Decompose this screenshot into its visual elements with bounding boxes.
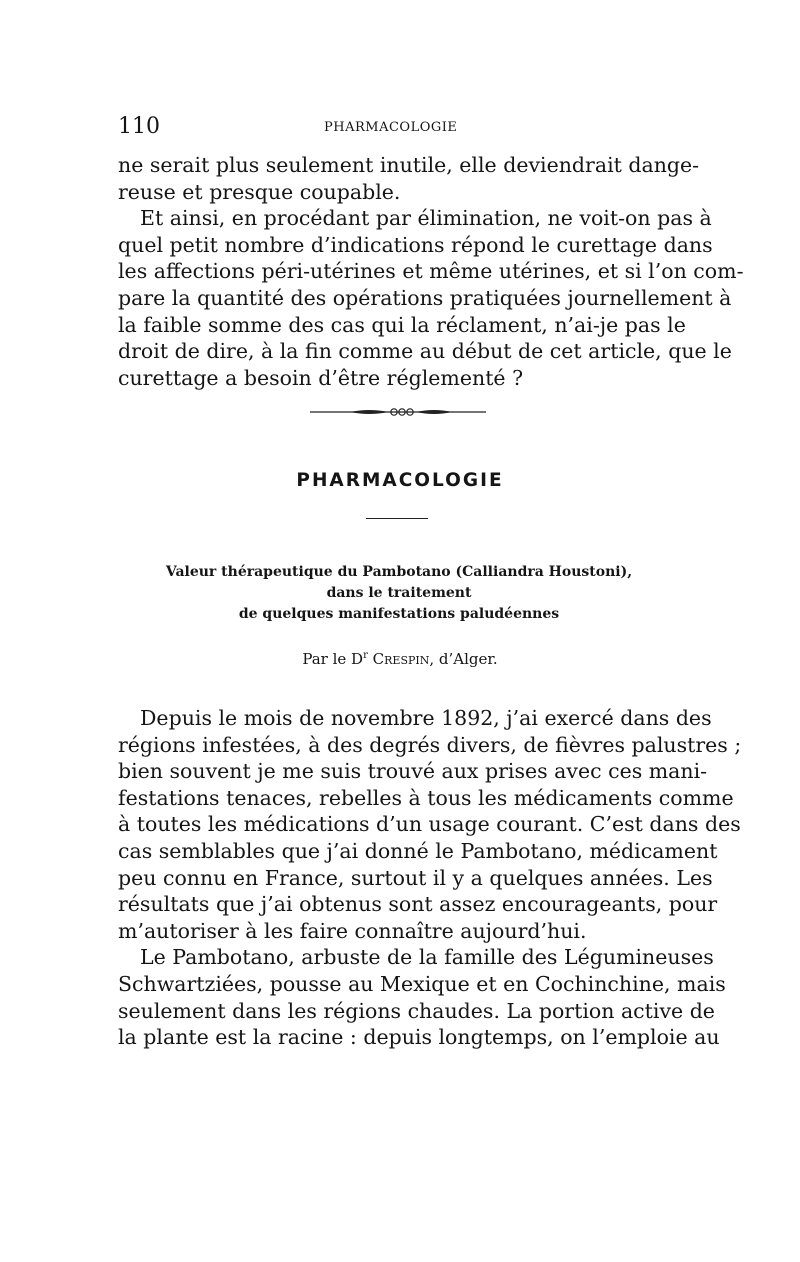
author-byline: [0, 650, 800, 668]
article-title: [118, 562, 680, 625]
author-name: Crespin: [372, 650, 430, 668]
page-number: 110: [118, 114, 160, 139]
ornamental-divider: [310, 404, 486, 420]
article-body: [118, 705, 742, 1051]
text-line: cas semblables que j’ai donné le Pambotano, médicament: [118, 838, 718, 863]
text-line: résultats que j’ai obtenus sont assez encourageants, pour: [118, 892, 718, 917]
text-line: ne serait plus seulement inutile, elle deviendrait dange-: [118, 153, 700, 177]
text-line: m’autoriser à les faire connaître aujourd’hui.: [118, 918, 587, 943]
article-title-line: dans le traitement: [326, 585, 472, 601]
text-line: droit de dire, à la fin comme au début de cet article, que le: [118, 339, 732, 364]
text-line: seulement dans les régions chaudes. La portion active de: [118, 998, 715, 1023]
text-line: régions infestées, à des degrés divers, de fièvres palustres ;: [118, 732, 742, 757]
running-head: PHARMACOLOGIE: [324, 120, 458, 135]
text-line: Schwartziées, pousse au Mexique et en Cochinchine, mais: [118, 971, 726, 996]
title-rule: [366, 518, 428, 519]
article-title-line: de quelques manifestations paludéennes: [238, 606, 560, 622]
byline-superscript: r: [363, 650, 368, 661]
byline-prefix: Par le D: [302, 650, 364, 668]
byline-suffix: , d’Alger.: [429, 650, 498, 668]
text-line: la faible somme des cas qui la réclament, n’ai-je pas le: [118, 312, 686, 337]
section-title: PHARMACOLOGIE: [296, 470, 504, 491]
text-line: pare la quantité des opérations pratiquées journellement à: [118, 285, 732, 310]
text-line: peu connu en France, surtout il y a quelques années. Les: [118, 865, 713, 890]
text-line: la plante est la racine : depuis longtemps, on l’emploie au: [118, 1025, 720, 1050]
article-title-line: Valeur thérapeutique du Pambotano (Calliandra Houstoni),: [165, 564, 633, 580]
text-line: festations tenaces, rebelles à tous les médicaments comme: [118, 785, 734, 810]
intro-text: [118, 152, 744, 391]
text-line: Depuis le mois de novembre 1892, j’ai exercé dans des: [140, 706, 712, 730]
text-line: Le Pambotano, arbuste de la famille des Légumineuses: [140, 945, 714, 970]
text-line: les affections péri-utérines et même utérines, et si l’on com-: [118, 259, 744, 284]
text-line: reuse et presque coupable.: [118, 179, 401, 204]
text-line: bien souvent je me suis trouvé aux prises avec ces mani-: [118, 759, 708, 784]
text-line: curettage a besoin d’être réglementé ?: [118, 365, 524, 390]
text-line: quel petit nombre d’indications répond le curettage dans: [118, 232, 713, 257]
text-line: à toutes les médications d’un usage courant. C’est dans des: [118, 812, 741, 837]
page-header: [118, 114, 678, 144]
text-line: Et ainsi, en procédant par élimination, ne voit-on pas à: [140, 206, 712, 231]
